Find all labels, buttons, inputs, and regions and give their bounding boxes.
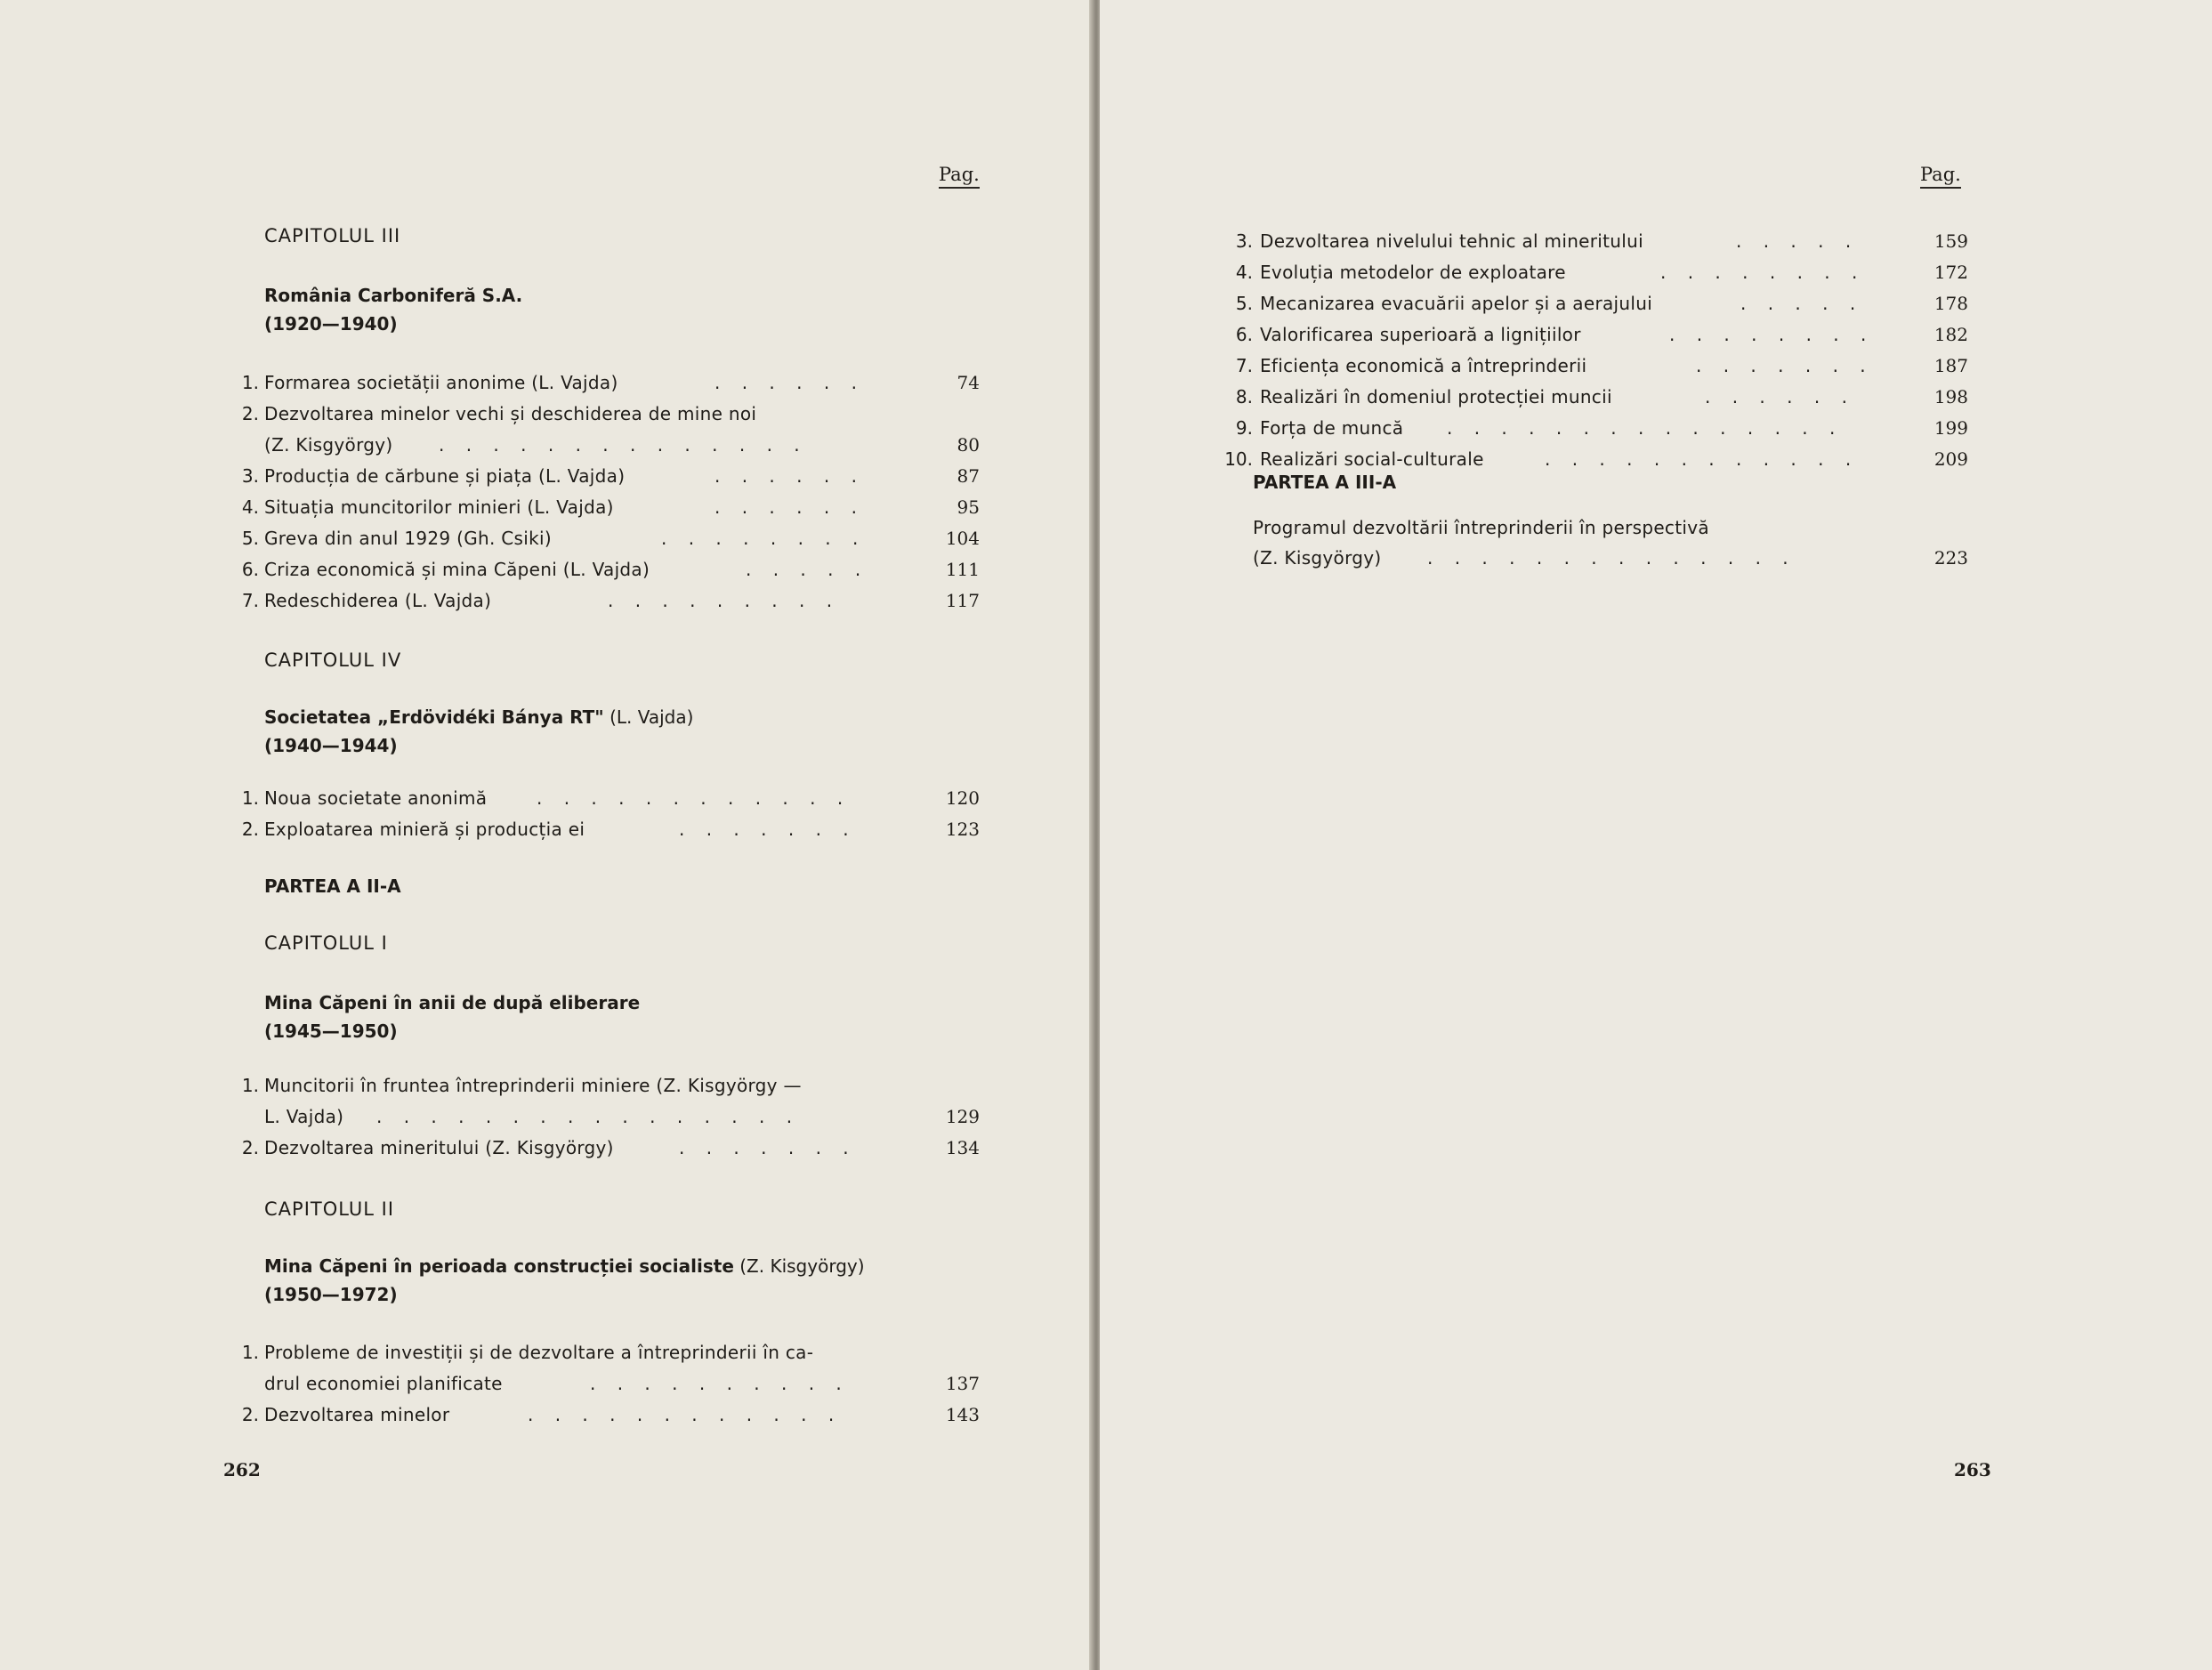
entry-page: 199 bbox=[1933, 417, 1968, 439]
entry-number: 2. bbox=[241, 1404, 259, 1425]
entry-title: Probleme de investiții și de dezvoltare a întreprinderii în ca- bbox=[264, 1342, 814, 1363]
entry-title: Muncitorii în fruntea întreprinderii miniere (Z. Kisgyörgy — bbox=[264, 1075, 802, 1096]
toc-entry[interactable] bbox=[234, 1368, 980, 1400]
left-page bbox=[0, 0, 1093, 1670]
entry-number: 4. bbox=[1235, 262, 1253, 283]
entry-number: 5. bbox=[1235, 293, 1253, 314]
toc-entry[interactable] bbox=[234, 585, 980, 617]
entry-page: 198 bbox=[1933, 386, 1968, 407]
toc-list-cap2-continued bbox=[1215, 226, 1968, 475]
entry-page: 209 bbox=[1933, 448, 1968, 470]
toc-entry[interactable] bbox=[234, 399, 980, 430]
entry-title: drul economiei planificate bbox=[264, 1373, 503, 1394]
section-title-line bbox=[264, 703, 693, 731]
entry-title: Situația muncitorilor minieri (L. Vajda) bbox=[264, 496, 614, 518]
toc-entry[interactable] bbox=[1215, 351, 1968, 382]
leader-dots: . . . . . . . . . bbox=[608, 590, 841, 611]
leader-dots: . . . . . . . . bbox=[1660, 262, 1866, 283]
entry-number: 5. bbox=[241, 528, 259, 549]
leader-dots: . . . . . . . . . . . . . . . . bbox=[376, 1106, 801, 1127]
toc-entry[interactable] bbox=[234, 492, 980, 523]
entry-title: Exploatarea minieră și producția ei bbox=[264, 819, 585, 840]
entry-title: Eficiența economică a întreprinderii bbox=[1260, 355, 1587, 376]
entry-title: Greva din anul 1929 (Gh. Csiki) bbox=[264, 528, 552, 549]
entry-title: Noua societate anonimă bbox=[264, 787, 488, 809]
toc-entry[interactable] bbox=[1215, 288, 1968, 319]
entry-number: 7. bbox=[241, 590, 259, 611]
entry-number: 4. bbox=[241, 496, 259, 518]
leader-dots: . . . . . bbox=[746, 559, 869, 580]
entry-page: 159 bbox=[1933, 230, 1968, 252]
toc-entry[interactable] bbox=[234, 1101, 980, 1133]
part-heading: PARTEA A II-A bbox=[264, 875, 401, 897]
entry-number: 3. bbox=[1235, 230, 1253, 252]
chapter-heading: CAPITOLUL I bbox=[264, 932, 388, 954]
entry-page: 129 bbox=[945, 1106, 980, 1127]
entry-title: Dezvoltarea minelor bbox=[264, 1404, 450, 1425]
entry-page: 223 bbox=[1933, 547, 1968, 569]
toc-entry[interactable] bbox=[234, 461, 980, 492]
page-number: 263 bbox=[1954, 1459, 1991, 1480]
toc-list-cap3 bbox=[234, 367, 980, 617]
entry-title: (Z. Kisgyörgy) bbox=[1253, 547, 1382, 569]
entry-number: 8. bbox=[1235, 386, 1253, 407]
toc-list-cap1 bbox=[234, 1070, 980, 1164]
entry-page: 182 bbox=[1933, 324, 1968, 345]
leader-dots: . . . . . . . bbox=[679, 819, 857, 840]
toc-entry[interactable] bbox=[234, 367, 980, 399]
entry-number: 2. bbox=[241, 403, 259, 424]
entry-page: 143 bbox=[945, 1404, 980, 1425]
entry-number: 9. bbox=[1235, 417, 1253, 439]
entry-number: 3. bbox=[241, 465, 259, 487]
entry-title: Forța de muncă bbox=[1260, 417, 1404, 439]
entry-title: Redeschiderea (L. Vajda) bbox=[264, 590, 492, 611]
entry-page: 117 bbox=[945, 590, 980, 611]
entry-number: 6. bbox=[241, 559, 259, 580]
toc-entry[interactable] bbox=[1215, 226, 1968, 257]
entry-page: 87 bbox=[957, 465, 980, 487]
toc-entry[interactable] bbox=[1215, 413, 1968, 444]
section-title bbox=[264, 703, 693, 760]
entry-number: 1. bbox=[241, 1342, 259, 1363]
leader-dots: . . . . . bbox=[1736, 230, 1860, 252]
entry-title: Dezvoltarea nivelului tehnic al mineritului bbox=[1260, 230, 1643, 252]
pag-label: Pag. bbox=[1920, 164, 1961, 189]
page-number: 262 bbox=[223, 1459, 261, 1480]
toc-entry[interactable] bbox=[234, 523, 980, 554]
entry-page: 74 bbox=[957, 372, 980, 393]
right-page bbox=[1100, 0, 2212, 1670]
entry-title: Evoluția metodelor de exploatare bbox=[1260, 262, 1566, 283]
section-author: (Z. Kisgyörgy) bbox=[733, 1255, 865, 1277]
entry-title: Realizări în domeniul protecției muncii bbox=[1260, 386, 1612, 407]
entry-title: Criza economică și mina Căpeni (L. Vajda) bbox=[264, 559, 650, 580]
chapter-heading: CAPITOLUL II bbox=[264, 1198, 395, 1220]
section-title-bold: Societatea „Erdövidéki Bánya RT" bbox=[264, 706, 604, 728]
pag-label: Pag. bbox=[939, 164, 980, 189]
toc-entry[interactable] bbox=[1215, 257, 1968, 288]
entry-page: 104 bbox=[945, 528, 980, 549]
toc-entry[interactable] bbox=[234, 1337, 980, 1368]
section-dates: (1940—1944) bbox=[264, 735, 398, 756]
leader-dots: . . . . . . bbox=[714, 496, 865, 518]
leader-dots: . . . . . . bbox=[714, 465, 865, 487]
toc-entry[interactable] bbox=[1215, 382, 1968, 413]
section-title bbox=[264, 988, 640, 1045]
entry-number: 10. bbox=[1224, 448, 1253, 470]
leader-dots: . . . . . . . . . . . . . . bbox=[1427, 547, 1796, 569]
leader-dots: . . . . . bbox=[1740, 293, 1864, 314]
entry-page: 123 bbox=[945, 819, 980, 840]
entry-number: 1. bbox=[241, 372, 259, 393]
section-title bbox=[264, 281, 522, 338]
entry-title: Dezvoltarea mineritului (Z. Kisgyörgy) bbox=[264, 1137, 614, 1158]
entry-title: L. Vajda) bbox=[264, 1106, 344, 1127]
leader-dots: . . . . . . . bbox=[679, 1137, 857, 1158]
toc-entry[interactable] bbox=[234, 1070, 980, 1101]
entry-page: 111 bbox=[945, 559, 980, 580]
leader-dots: . . . . . . . . . . . . . . . bbox=[1447, 417, 1844, 439]
leader-dots: . . . . . . bbox=[1705, 386, 1855, 407]
section-dates: (1945—1950) bbox=[264, 1021, 398, 1042]
chapter-heading: CAPITOLUL IV bbox=[264, 649, 402, 671]
entry-title: Realizări social-culturale bbox=[1260, 448, 1484, 470]
leader-dots: . . . . . . bbox=[714, 372, 865, 393]
toc-entry[interactable] bbox=[234, 783, 980, 814]
section-dates: (1950—1972) bbox=[264, 1284, 398, 1305]
entry-page: 80 bbox=[957, 434, 980, 456]
entry-title: Formarea societății anonime (L. Vajda) bbox=[264, 372, 618, 393]
leader-dots: . . . . . . . . . . . . bbox=[537, 787, 852, 809]
section-author: (L. Vajda) bbox=[603, 706, 694, 728]
entry-number: 2. bbox=[241, 819, 259, 840]
entry-title: Producția de cărbune și piața (L. Vajda) bbox=[264, 465, 626, 487]
toc-entry[interactable] bbox=[234, 814, 980, 845]
leader-dots: . . . . . . . . . . bbox=[590, 1373, 850, 1394]
entry-page: 187 bbox=[1933, 355, 1968, 376]
entry-number: 2. bbox=[241, 1137, 259, 1158]
toc-list-part3 bbox=[1223, 543, 1968, 574]
toc-entry[interactable] bbox=[234, 554, 980, 585]
chapter-heading: CAPITOLUL III bbox=[264, 225, 401, 246]
section-title-line: Programul dezvoltării întreprinderii în perspectivă bbox=[1253, 517, 1709, 538]
entry-page: 95 bbox=[957, 496, 980, 518]
toc-entry[interactable] bbox=[234, 1400, 980, 1431]
section-title-line bbox=[264, 1252, 865, 1280]
entry-title: Valorificarea superioară a lignițiilor bbox=[1260, 324, 1581, 345]
leader-dots: . . . . . . . . . . . . bbox=[1545, 448, 1860, 470]
toc-list-cap2 bbox=[234, 1337, 980, 1431]
toc-entry[interactable] bbox=[1223, 543, 1968, 574]
entry-title: Dezvoltarea minelor vechi și deschiderea de mine noi bbox=[264, 403, 757, 424]
entry-page: 172 bbox=[1933, 262, 1968, 283]
section-title-line: Mina Căpeni în anii de după eliberare bbox=[264, 992, 641, 1013]
entry-number: 6. bbox=[1235, 324, 1253, 345]
entry-number: 1. bbox=[241, 787, 259, 809]
leader-dots: . . . . . . . . . . . . . . bbox=[439, 434, 808, 456]
section-title-line: România Carboniferă S.A. bbox=[264, 285, 523, 306]
section-dates: (1920—1940) bbox=[264, 313, 398, 335]
toc-entry[interactable] bbox=[1215, 319, 1968, 351]
entry-page: 178 bbox=[1933, 293, 1968, 314]
entry-page: 120 bbox=[945, 787, 980, 809]
leader-dots: . . . . . . . bbox=[1696, 355, 1874, 376]
entry-page: 137 bbox=[945, 1373, 980, 1394]
entry-page: 134 bbox=[945, 1137, 980, 1158]
entry-number: 7. bbox=[1235, 355, 1253, 376]
section-title-bold: Mina Căpeni în perioada construcției socialiste bbox=[264, 1255, 734, 1277]
leader-dots: . . . . . . . . bbox=[661, 528, 867, 549]
entry-title: (Z. Kisgyörgy) bbox=[264, 434, 393, 456]
toc-entry[interactable] bbox=[234, 1133, 980, 1164]
leader-dots: . . . . . . . . bbox=[1669, 324, 1875, 345]
toc-entry[interactable] bbox=[234, 430, 980, 461]
toc-list-cap4 bbox=[234, 783, 980, 845]
leader-dots: . . . . . . . . . . . . bbox=[528, 1404, 843, 1425]
entry-title: Mecanizarea evacuării apelor și a aerajului bbox=[1260, 293, 1653, 314]
entry-number: 1. bbox=[241, 1075, 259, 1096]
part-heading: PARTEA A III-A bbox=[1253, 472, 1397, 493]
section-title bbox=[264, 1252, 865, 1309]
